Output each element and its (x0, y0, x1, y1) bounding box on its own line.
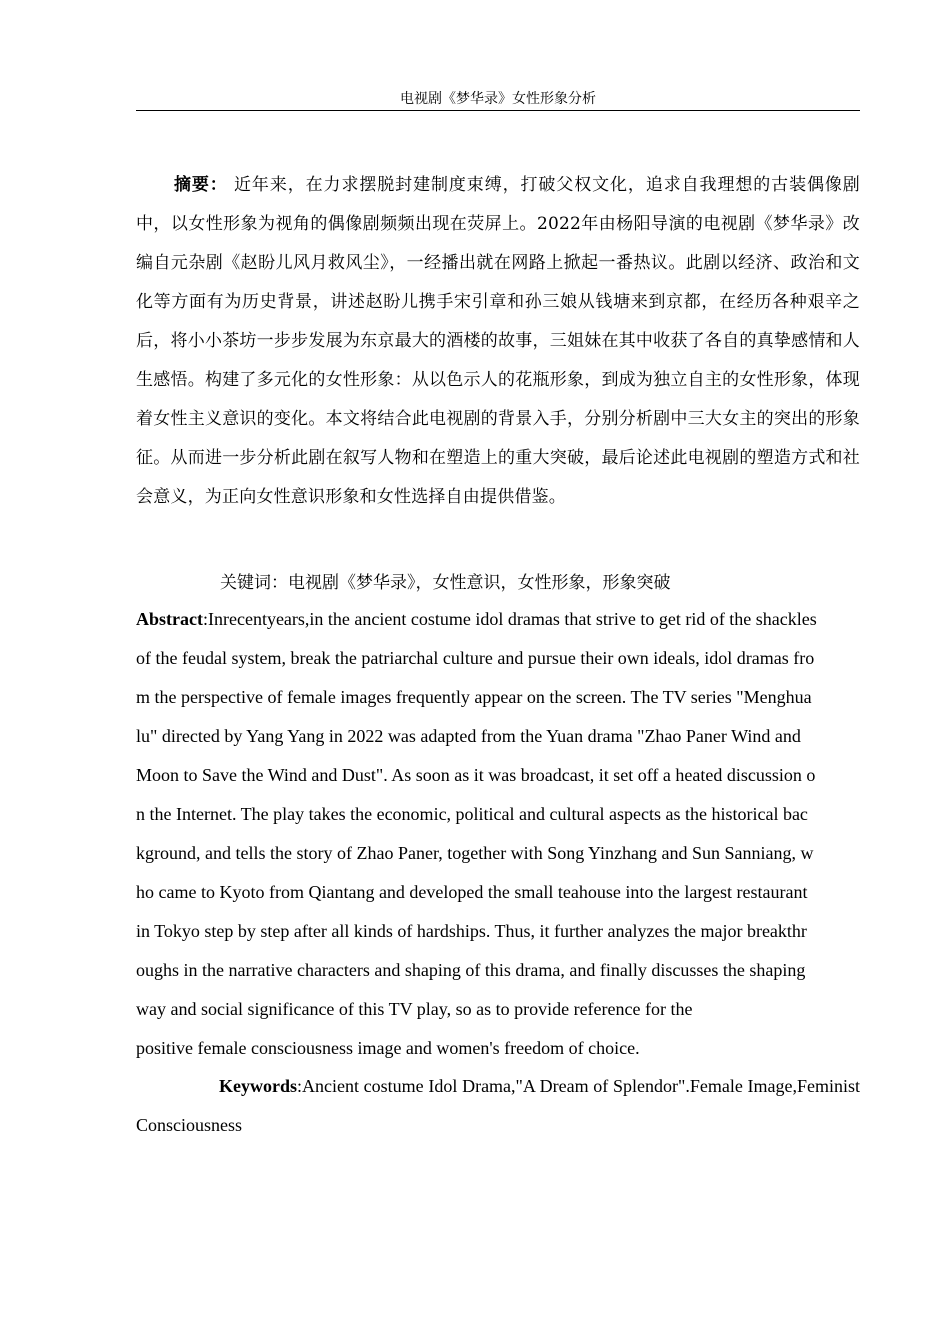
chinese-abstract-text: 近年来，在力求摆脱封建制度束缚，打破父权文化，追求自我理想的古装偶像剧中，以女性形象为视角的偶像剧频频出现在荧屏上。2022年由杨阳导演的电视剧《梦华录》改编自元杂剧《赵盼儿风月救风尘》，一经播出就在网路上掀起一番热议。此剧以经济、政治和文化等方面有为历史背景，讲述赵盼儿携手宋引章和孙三娘从钱塘来到京都，在经历各种艰辛之后，将小小茶坊一步步发展为东京最大的酒楼的故事，三姐妹在其中收获了各自的真挚感情和人生感悟。构建了多元化的女性形象：从以色示人的花瓶形象，到成为独立自主的女性形象，体现着女性主义意识的变化。本文将结合此电视剧的背景入手，分别分析剧中三大女主的突出的形象征。从而进一步分析此剧在叙写人物和在塑造上的重大突破，最后论述此电视剧的塑造方式和社会意义，为正向女性意识形象和女性选择自由提供借鉴。 (136, 175, 860, 507)
chinese-keywords-text: 电视剧《梦华录》，女性意识，女性形象，形象突破 (288, 573, 671, 593)
english-abstract-line: oughs in the narrative characters and shaping of this drama, and finally discusses the shaping (136, 960, 806, 980)
english-keywords-text: :Ancient costume Idol Drama,"A Dream of Splendor".Female Image,Feminist Consciousness (136, 1076, 860, 1135)
english-abstract-line (136, 600, 860, 639)
english-abstract (136, 600, 860, 1068)
english-abstract-text: :Inrecentyears,in the ancient costume idol dramas that strive to get rid of the shackles (202, 609, 817, 629)
english-abstract-label: Abstract (136, 609, 203, 629)
english-abstract-line: of the feudal system, break the patriarchal culture and pursue their own ideals, idol dramas fro (136, 648, 815, 668)
chinese-keywords (220, 568, 860, 598)
english-abstract-line: ho came to Kyoto from Qiantang and developed the small teahouse into the largest restaurant (136, 882, 808, 902)
english-keywords (136, 1067, 860, 1145)
english-abstract-line: way and social significance of this TV play, so as to provide reference for the (136, 999, 693, 1019)
english-abstract-line: positive female consciousness image and women's freedom of choice. (136, 1038, 640, 1058)
page-header (136, 88, 860, 111)
english-abstract-line: n the Internet. The play takes the economic, political and cultural aspects as the historical bac (136, 804, 808, 824)
english-abstract-line: lu" directed by Yang Yang in 2022 was adapted from the Yuan drama "Zhao Paner Wind and (136, 726, 801, 746)
english-abstract-line: kground, and tells the story of Zhao Paner, together with Song Yinzhang and Sun Sanniang, w (136, 843, 814, 863)
chinese-keywords-label: 关键词： (220, 573, 288, 593)
english-abstract-line: Moon to Save the Wind and Dust". As soon as it was broadcast, it set off a heated discussion o (136, 765, 816, 785)
english-abstract-line: in Tokyo step by step after all kinds of hardships. Thus, it further analyzes the major breakthr (136, 921, 807, 941)
chinese-abstract (136, 166, 860, 517)
english-abstract-line: m the perspective of female images frequently appear on the screen. The TV series "Menghua (136, 687, 812, 707)
chinese-abstract-label: 摘要： (174, 175, 228, 195)
english-keywords-label: Keywords (219, 1076, 297, 1096)
header-title: 电视剧《梦华录》女性形象分析 (400, 91, 596, 107)
